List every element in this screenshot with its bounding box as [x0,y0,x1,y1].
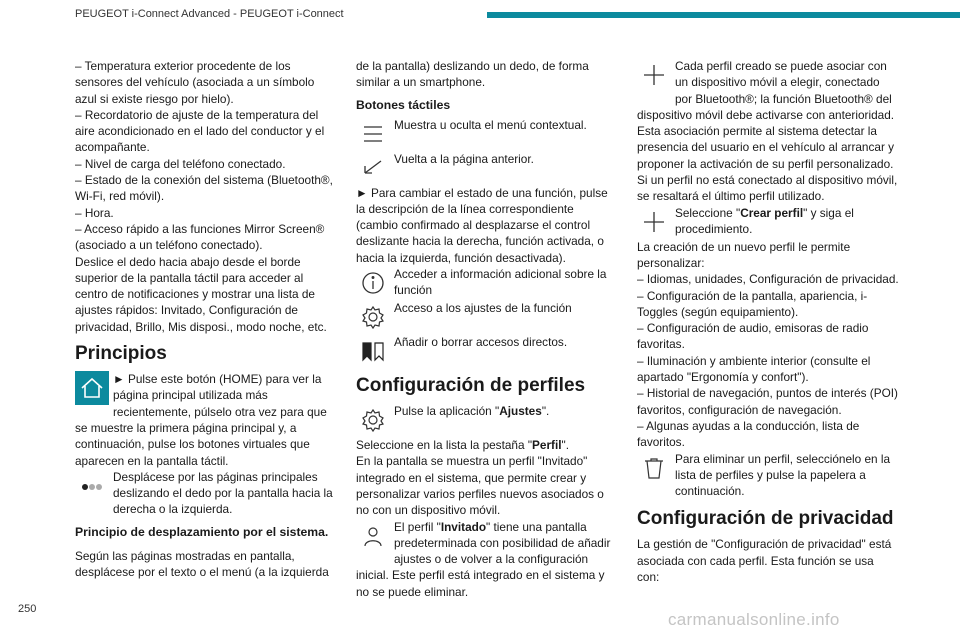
bookmark-text: Añadir o borrar accesos directos. [394,335,568,350]
list-item: – Historial de navegación, puntos de interés (POI) favoritos, configuración de navegación. [637,386,898,417]
swipe-paragraph: Deslice el dedo hacia abajo desde el borde superior de la pantalla táctil para acceder al centro de notificaciones y mostrar una lista de ajustes rápidos: Invitado, Configuración de privacidad, Brillo, Mis disposi., modo noche, etc. [75,254,327,334]
menu-block [356,117,618,151]
back-text: Vuelta a la página anterior. [394,151,534,166]
gear-icon [356,403,390,437]
creation-paragraph: La creación de un nuevo perfil le permite personalizar: [637,239,851,270]
header-title: PEUGEOT i-Connect Advanced - PEUGEOT i-Connect [75,8,344,20]
home-block [75,371,337,469]
select-paragraph: Seleccione en la lista la pestaña "Perfil". [356,438,569,453]
delete-text: Para eliminar un perfil, selecciónelo en la lista de perfiles y pulse la papelera a continuación. [675,451,891,499]
column-2 [356,58,618,600]
plus-text: Cada perfil creado se puede asociar con un dispositivo móvil a elegir, conectado por Bluetooth®; la función Bluetooth® del dispositivo móvil debe activarse con anterioridad. Esta asociación permite al sistema detectar la presencia del usuario en el vehículo al arrancar y proponer la activación de su perfil personalizado. Si un perfil no está conectado al dispositivo móvil, se resaltará el último perfil utilizado. [637,59,898,204]
create-block [637,205,899,239]
profile-paragraph: En la pantalla se muestra un perfil "Invitado" integrado en el sistema, que permite crear y personalizar varios perfiles nuevos asociados o no con un dispositivo móvil. [356,454,604,518]
info-icon [356,266,390,300]
settings-block [356,300,618,334]
header-accent-bar [487,12,960,18]
pages-text: Desplácese por las páginas principales deslizando el dedo por la pantalla hacia la derecha o la izquierda. [113,469,333,517]
list-item: – Algunas ayudas a la conducción, lista de favoritos. [637,418,860,450]
plus-block [637,58,899,205]
scroll-paragraph: Según las páginas mostradas en pantalla, desplácese por el texto o el menú (a la izquierda [75,548,329,580]
create-text: Seleccione "Crear perfil" y siga el procedimiento. [675,205,854,236]
privacy-heading: Configuración de privacidad [637,508,894,530]
page-dots-icon [75,469,109,503]
list-item: – Iluminación y ambiente interior (consulte el apartado "Ergonomía y confort"). [637,353,871,385]
apply-block [356,403,618,437]
column-3 [637,58,899,585]
config-perfiles-heading: Configuración de perfiles [356,375,586,397]
back-arrow-icon [356,151,390,185]
plus-icon [637,58,671,92]
user-icon [356,519,390,553]
principios-heading: Principios [75,343,167,365]
bookmark-block [356,334,618,368]
privacy-paragraph: La gestión de "Configuración de privacidad" está asociada con cada perfil. Esta función se usa con: [637,537,892,585]
home-text: ► Pulse este botón (HOME) para ver la página principal utilizada más recientemente, púlselo otra vez para que se muestre la primera página principal y, a continuación, pulse los botones virtuales que aparecen en la pantalla táctil. [75,372,327,468]
list-item: – Nivel de carga del teléfono conectado. [75,156,286,171]
menu-text: Muestra u oculta el menú contextual. [394,117,587,132]
list-item: – Configuración de la pantalla, apariencia, i-Toggles (según equipamiento). [637,288,868,319]
trash-icon [637,451,671,485]
list-item: – Hora. [75,205,114,220]
list-item: – Idiomas, unidades, Configuración de privacidad. [637,272,899,287]
menu-icon [356,117,390,151]
column-1 [75,58,337,580]
state-paragraph: ► Para cambiar el estado de una función, pulse la descripción de la línea correspondiente (cambio confirmado al desplazarse el control deslizante hacia la derecha, función activada, o hacia la izquierda, función desactivada). [356,185,608,265]
info-block [356,266,618,300]
scroll-heading: Principio de desplazamiento por el sistema. [75,524,329,539]
apply-text: Pulse la aplicación "Ajustes". [394,404,550,419]
list-item: – Acceso rápido a las funciones Mirror Screen® (asociado a un teléfono conectado). [75,221,325,253]
list-item: – Configuración de audio, emisoras de radio favoritas. [637,321,869,352]
guest-text: El perfil "Invitado" tiene una pantalla predeterminada con posibilidad de añadir ajustes o de volver a la configuración inicial. Este perfil está integrado en el sistema y no se puede eliminar. [356,519,611,599]
list-item: – Estado de la conexión del sistema (Bluetooth®, Wi-Fi, red móvil). [75,173,333,204]
info-text: Acceder a información adicional sobre la función [394,267,607,298]
home-icon [75,371,109,405]
pages-block [75,469,337,518]
delete-block [637,451,899,500]
list-item: – Recordatorio de ajuste de la temperatura del aire acondicionado en el lado del conductor y el acompañante. [75,107,325,155]
back-block [356,151,618,185]
watermark: carmanualsonline.info [668,610,840,629]
list-item: – Temperatura exterior procedente de los sensores del vehículo (asociada a un símbolo azul si existe riesgo por hielo). [75,59,315,106]
page-number: 250 [18,603,37,615]
plus-icon [637,205,671,239]
botones-heading: Botones táctiles [356,97,451,112]
gear-icon [356,300,390,334]
guest-block [356,519,618,600]
continuation-paragraph: de la pantalla) deslizando un dedo, de forma similar a un smartphone. [356,59,589,90]
settings-text: Acceso a los ajustes de la función [394,301,572,316]
bookmark-icon [356,334,390,368]
